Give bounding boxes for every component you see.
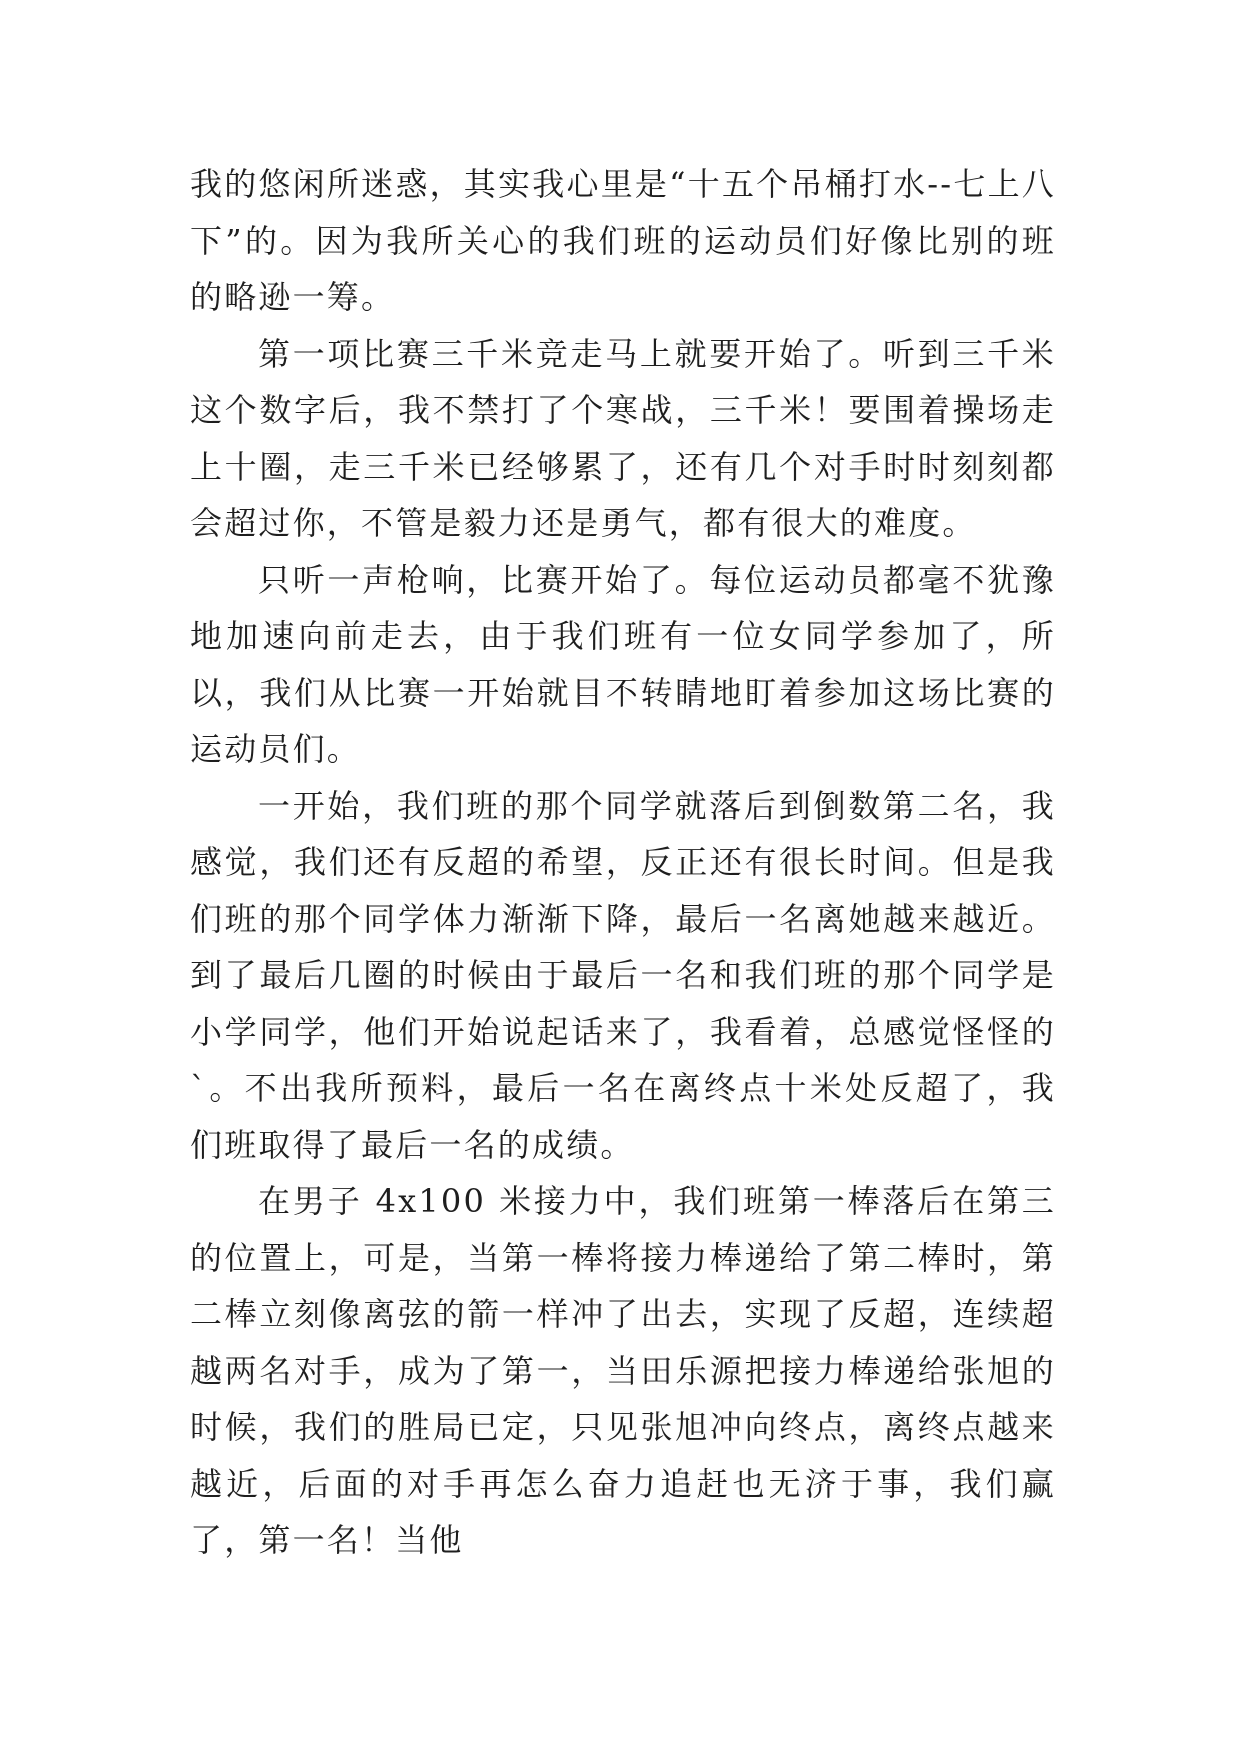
paragraph-2: 第一项比赛三千米竞走马上就要开始了。听到三千米这个数字后，我不禁打了个寒战，三千米！要围着操场走上十圈，走三千米已经够累了，还有几个对手时时刻刻都会超过你，不管是毅力还是勇气，都有很大的难度。 bbox=[190, 334, 1056, 542]
paragraph-4: 一开始，我们班的那个同学就落后到倒数第二名，我感觉，我们还有反超的希望，反正还有很长时间。但是我们班的那个同学体力渐渐下降，最后一名离她越来越近。到了最后几圈的时候由于最后一名和我们班的那个同学是小学同学，他们开始说起话来了，我看着，总感觉怪怪的`。不出我所预料，最后一名在离终点十米处反超了，我们班取得了最后一名的成绩。 bbox=[190, 786, 1056, 1164]
paragraph-3: 只听一声枪响，比赛开始了。每位运动员都毫不犹豫地加速向前走去，由于我们班有一位女同学参加了，所以，我们从比赛一开始就目不转睛地盯着参加这场比赛的运动员们。 bbox=[190, 560, 1056, 768]
paragraph-1: 我的悠闲所迷惑，其实我心里是“十五个吊桶打水--七上八下”的。因为我所关心的我们班的运动员们好像比别的班的略逊一筹。 bbox=[190, 165, 1056, 316]
document-body bbox=[190, 156, 1056, 1569]
paragraph-5: 在男子 4x100 米接力中，我们班第一棒落后在第三的位置上，可是，当第一棒将接力棒递给了第二棒时，第二棒立刻像离弦的箭一样冲了出去，实现了反超，连续超越两名对手，成为了第一，当田乐源把接力棒递给张旭的时候，我们的胜局已定，只见张旭冲向终点，离终点越来越近，后面的对手再怎么奋力追赶也无济于事，我们赢了，第一名！当他 bbox=[190, 1182, 1056, 1559]
